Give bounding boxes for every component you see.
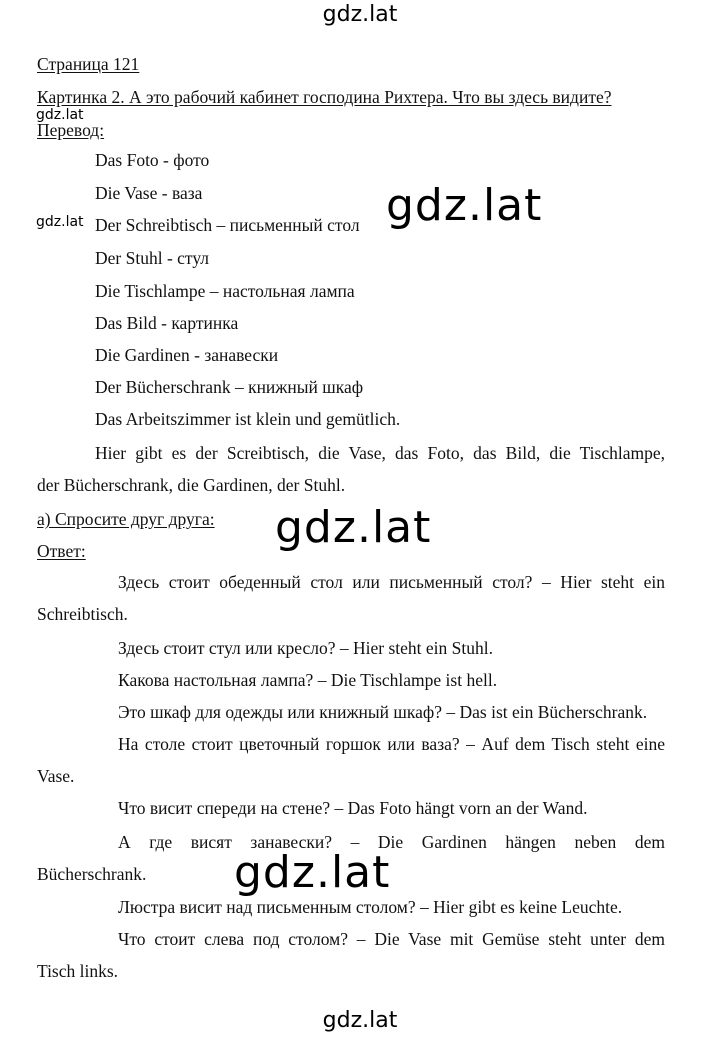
answer-line: Vase. xyxy=(37,766,75,786)
page-label: Страница 121 xyxy=(37,54,140,74)
translation-label: Перевод: xyxy=(37,120,105,140)
answer-line: А где висят занавески? – Die Gardinen hängen neben dem xyxy=(118,832,665,852)
answer-line: Люстра висит над письменным столом? – Hier gibt es keine Leuchte. xyxy=(118,897,623,917)
answer-line: Здесь стоит обеденный стол или письменный стол? – Hier steht ein xyxy=(118,572,665,592)
answer-line: Здесь стоит стул или кресло? – Hier steht ein Stuhl. xyxy=(118,638,493,658)
vocab-item: Die Vase - ваза xyxy=(95,183,203,203)
answer-line: Что стоит слева под столом? – Die Vase mit Gemüse steht unter dem xyxy=(118,929,665,949)
answer-line: Schreibtisch. xyxy=(37,604,128,624)
vocab-item: Das Bild - картинка xyxy=(95,313,239,333)
picture-title: Картинка 2. А это рабочий кабинет господина Рихтера. Что вы здесь видите? xyxy=(37,87,612,107)
watermark-top: gdz.lat xyxy=(322,2,398,27)
watermark-small: gdz.lat xyxy=(36,107,84,123)
vocab-item: Die Gardinen - занавески xyxy=(95,345,279,365)
task-title: а) Спросите друг друга: xyxy=(37,509,215,529)
description-sentence-continued: der Bücherschrank, die Gardinen, der Stuhl. xyxy=(37,475,346,495)
watermark-large: gdz.lat xyxy=(386,180,543,231)
description-sentence: Hier gibt es der Screibtisch, die Vase, das Foto, das Bild, die Tischlampe, xyxy=(95,443,665,463)
vocab-item: Der Schreibtisch – письменный стол xyxy=(95,215,360,235)
watermark-large: gdz.lat xyxy=(275,502,432,553)
answer-line: Какова настольная лампа? – Die Tischlampe ist hell. xyxy=(118,670,498,690)
vocab-item: Das Foto - фото xyxy=(95,150,210,170)
vocab-item: Der Bücherschrank – книжный шкаф xyxy=(95,377,364,397)
watermark-bottom: gdz.lat xyxy=(322,1008,398,1033)
vocab-item: Die Tischlampe – настольная лампа xyxy=(95,281,355,301)
answer-line: Tisch links. xyxy=(37,961,119,981)
watermark-large: gdz.lat xyxy=(234,847,391,898)
answer-line: На столе стоит цветочный горшок или ваза? – Auf dem Tisch steht eine xyxy=(118,734,665,754)
description-sentence: Das Arbeitszimmer ist klein und gemütlich. xyxy=(95,409,401,429)
answer-line: Bücherschrank. xyxy=(37,864,147,884)
vocab-item: Der Stuhl - стул xyxy=(95,248,210,268)
answer-line: Это шкаф для одежды или книжный шкаф? – Das ist ein Bücherschrank. xyxy=(118,702,648,722)
watermark-small: gdz.lat xyxy=(36,214,84,230)
answer-label: Ответ: xyxy=(37,541,86,561)
answer-line: Что висит спереди на стене? – Das Foto hängt vorn an der Wand. xyxy=(118,798,588,818)
